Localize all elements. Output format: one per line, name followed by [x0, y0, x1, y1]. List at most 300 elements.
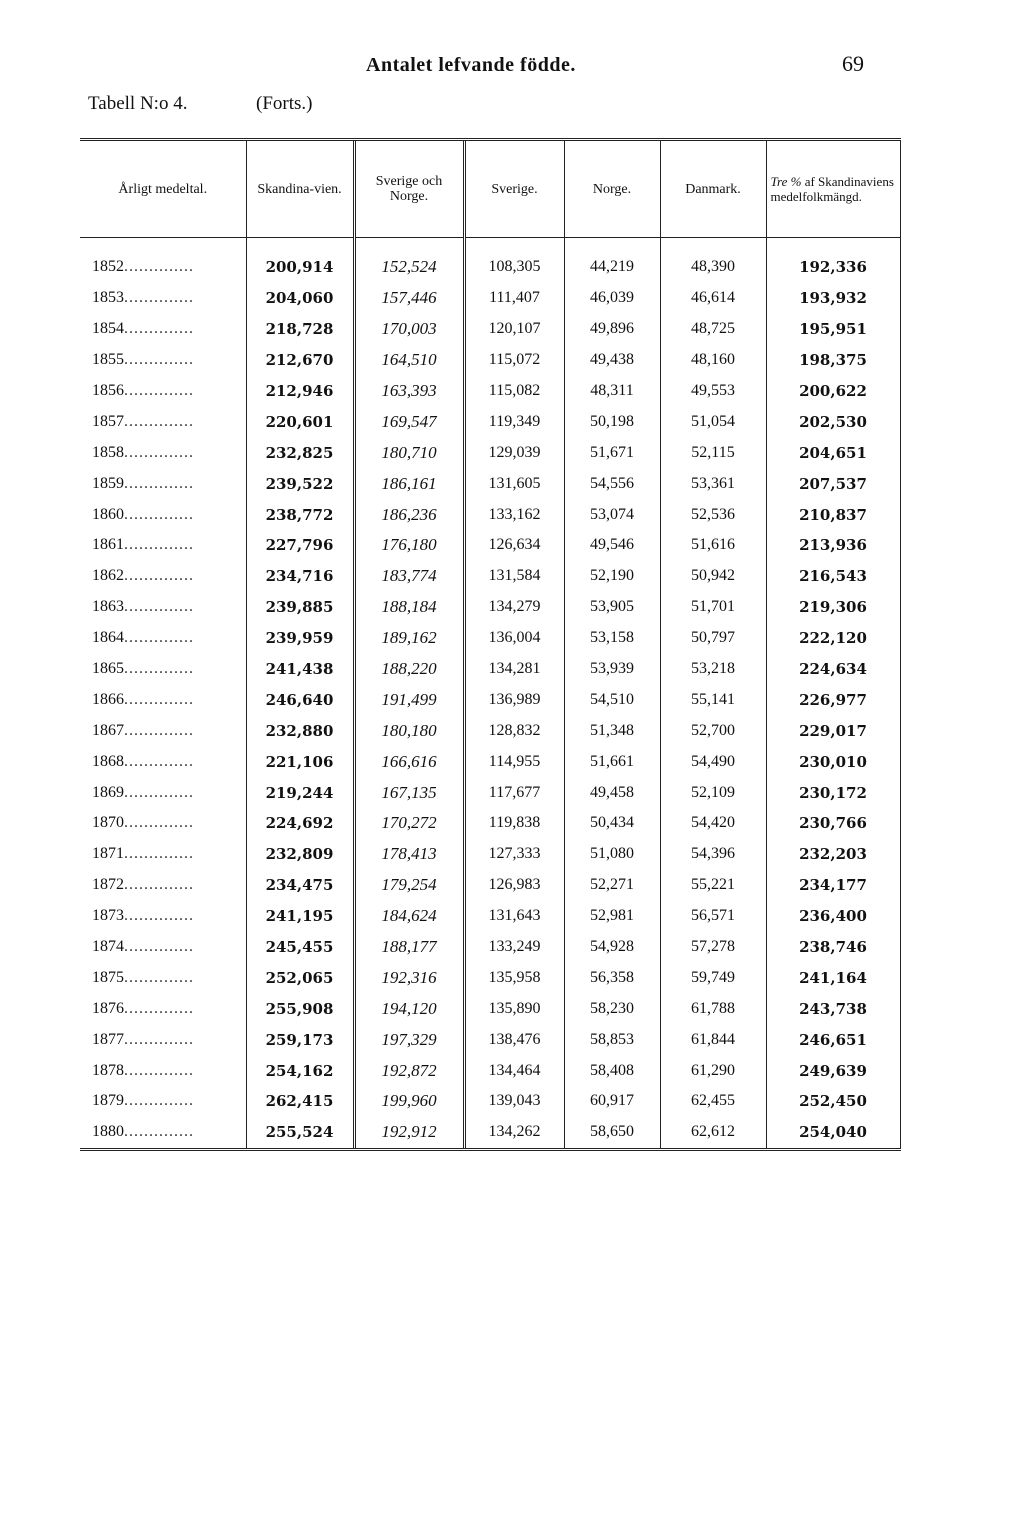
tre-procent-cell: 249,639 — [766, 1055, 900, 1086]
page-number: 69 — [842, 51, 864, 76]
year-label: 1879 — [92, 1092, 124, 1110]
sverige-norge-cell: 184,624 — [354, 901, 464, 932]
leader-dots: .............. — [124, 845, 194, 863]
sverige-norge-cell: 188,177 — [354, 932, 464, 963]
sverige-norge-cell: 163,393 — [354, 376, 464, 407]
year-cell — [80, 345, 246, 376]
skandinavien-cell: 245,455 — [246, 932, 354, 963]
norge-cell: 50,198 — [564, 406, 660, 437]
year-label: 1871 — [92, 845, 124, 863]
column-header-danmark: Danmark. — [660, 140, 766, 238]
sverige-cell: 126,983 — [464, 870, 564, 901]
sverige-norge-cell: 178,413 — [354, 839, 464, 870]
leader-dots: .............. — [124, 351, 194, 369]
sverige-cell: 136,989 — [464, 684, 564, 715]
sverige-norge-cell: 183,774 — [354, 561, 464, 592]
tre-procent-cell: 193,932 — [766, 283, 900, 314]
danmark-cell: 59,749 — [660, 962, 766, 993]
table-row — [80, 932, 900, 963]
skandinavien-cell: 232,809 — [246, 839, 354, 870]
table-row — [80, 870, 900, 901]
year-cell — [80, 654, 246, 685]
sverige-cell: 131,584 — [464, 561, 564, 592]
year-label: 1880 — [92, 1123, 124, 1141]
table-row — [80, 654, 900, 685]
year-label: 1867 — [92, 721, 124, 739]
sverige-cell: 115,072 — [464, 345, 564, 376]
skandinavien-cell: 234,716 — [246, 561, 354, 592]
danmark-cell: 54,396 — [660, 839, 766, 870]
leader-dots: .............. — [124, 567, 194, 585]
danmark-cell: 62,455 — [660, 1086, 766, 1117]
danmark-cell: 62,612 — [660, 1117, 766, 1149]
year-label: 1865 — [92, 660, 124, 678]
norge-cell: 49,458 — [564, 777, 660, 808]
table-row — [80, 252, 900, 283]
sverige-norge-cell: 176,180 — [354, 530, 464, 561]
leader-dots: .............. — [124, 721, 194, 739]
sverige-cell: 119,838 — [464, 808, 564, 839]
norge-cell: 53,905 — [564, 592, 660, 623]
skandinavien-cell: 254,162 — [246, 1055, 354, 1086]
norge-cell: 50,434 — [564, 808, 660, 839]
table-row — [80, 993, 900, 1024]
sverige-norge-cell: 192,872 — [354, 1055, 464, 1086]
skandinavien-cell: 218,728 — [246, 314, 354, 345]
leader-dots: .............. — [124, 629, 194, 647]
leader-dots: .............. — [124, 598, 194, 616]
sverige-cell: 120,107 — [464, 314, 564, 345]
leader-dots: .............. — [124, 289, 194, 307]
skandinavien-cell: 227,796 — [246, 530, 354, 561]
year-label: 1870 — [92, 814, 124, 832]
sverige-cell: 117,677 — [464, 777, 564, 808]
leader-dots: .............. — [124, 412, 194, 430]
norge-cell: 52,271 — [564, 870, 660, 901]
skandinavien-cell: 212,670 — [246, 345, 354, 376]
skandinavien-cell: 239,959 — [246, 623, 354, 654]
tre-procent-cell: 229,017 — [766, 715, 900, 746]
year-label: 1877 — [92, 1030, 124, 1048]
danmark-cell: 51,701 — [660, 592, 766, 623]
year-cell — [80, 530, 246, 561]
skandinavien-cell: 234,475 — [246, 870, 354, 901]
norge-cell: 51,671 — [564, 437, 660, 468]
norge-cell: 49,438 — [564, 345, 660, 376]
sverige-cell: 126,634 — [464, 530, 564, 561]
column-header-norge: Norge. — [564, 140, 660, 238]
tre-procent-cell: 210,837 — [766, 499, 900, 530]
norge-cell: 56,358 — [564, 962, 660, 993]
skandinavien-cell: 255,524 — [246, 1117, 354, 1149]
births-table — [80, 138, 901, 1151]
danmark-cell: 52,536 — [660, 499, 766, 530]
danmark-cell: 57,278 — [660, 932, 766, 963]
sverige-norge-cell: 169,547 — [354, 406, 464, 437]
danmark-cell: 48,390 — [660, 252, 766, 283]
skandinavien-cell: 241,195 — [246, 901, 354, 932]
table-row — [80, 808, 900, 839]
table-row — [80, 1086, 900, 1117]
sverige-cell: 114,955 — [464, 746, 564, 777]
danmark-cell: 52,115 — [660, 437, 766, 468]
sverige-norge-cell: 192,912 — [354, 1117, 464, 1149]
page-title: Antalet lefvande födde. — [366, 54, 576, 76]
sverige-cell: 139,043 — [464, 1086, 564, 1117]
sverige-cell: 134,279 — [464, 592, 564, 623]
year-label: 1876 — [92, 999, 124, 1017]
sverige-cell: 134,262 — [464, 1117, 564, 1149]
leader-dots: .............. — [124, 320, 194, 338]
norge-cell: 46,039 — [564, 283, 660, 314]
year-cell — [80, 901, 246, 932]
year-cell — [80, 623, 246, 654]
table-row — [80, 962, 900, 993]
table-row — [80, 777, 900, 808]
sverige-norge-cell: 199,960 — [354, 1086, 464, 1117]
sverige-norge-cell: 188,184 — [354, 592, 464, 623]
danmark-cell: 48,160 — [660, 345, 766, 376]
year-label: 1854 — [92, 320, 124, 338]
tre-procent-cell: 246,651 — [766, 1024, 900, 1055]
year-cell — [80, 870, 246, 901]
year-label: 1878 — [92, 1061, 124, 1079]
table-row — [80, 746, 900, 777]
year-cell — [80, 592, 246, 623]
skandinavien-cell: 255,908 — [246, 993, 354, 1024]
tre-procent-cell: 241,164 — [766, 962, 900, 993]
skandinavien-cell: 259,173 — [246, 1024, 354, 1055]
sverige-norge-cell: 170,003 — [354, 314, 464, 345]
year-label: 1860 — [92, 505, 124, 523]
leader-dots: .............. — [124, 783, 194, 801]
leader-dots: .............. — [124, 876, 194, 894]
leader-dots: .............. — [124, 1030, 194, 1048]
skandinavien-cell: 224,692 — [246, 808, 354, 839]
danmark-cell: 61,290 — [660, 1055, 766, 1086]
skandinavien-cell: 239,885 — [246, 592, 354, 623]
norge-cell: 53,074 — [564, 499, 660, 530]
danmark-cell: 53,361 — [660, 468, 766, 499]
tre-procent-cell: 234,177 — [766, 870, 900, 901]
leader-dots: .............. — [124, 505, 194, 523]
sverige-norge-cell: 164,510 — [354, 345, 464, 376]
sverige-cell: 134,281 — [464, 654, 564, 685]
tre-procent-cell: 204,651 — [766, 437, 900, 468]
table-row — [80, 345, 900, 376]
year-cell — [80, 1055, 246, 1086]
tre-procent-cell: 207,537 — [766, 468, 900, 499]
tre-procent-cell: 222,120 — [766, 623, 900, 654]
skandinavien-cell: 246,640 — [246, 684, 354, 715]
year-cell — [80, 715, 246, 746]
skandinavien-cell: 262,415 — [246, 1086, 354, 1117]
leader-dots: .............. — [124, 999, 194, 1017]
tre-procent-cell: 230,010 — [766, 746, 900, 777]
year-cell — [80, 314, 246, 345]
year-cell — [80, 1024, 246, 1055]
table-row — [80, 437, 900, 468]
year-cell — [80, 962, 246, 993]
year-cell — [80, 252, 246, 283]
skandinavien-cell: 219,244 — [246, 777, 354, 808]
table-row — [80, 1024, 900, 1055]
leader-dots: .............. — [124, 660, 194, 678]
sverige-norge-cell: 189,162 — [354, 623, 464, 654]
table-row — [80, 314, 900, 345]
leader-dots: .............. — [124, 474, 194, 492]
danmark-cell: 48,725 — [660, 314, 766, 345]
skandinavien-cell: 232,825 — [246, 437, 354, 468]
continued-label: (Forts.) — [256, 93, 313, 114]
norge-cell: 60,917 — [564, 1086, 660, 1117]
tre-procent-cell: 230,172 — [766, 777, 900, 808]
danmark-cell: 51,616 — [660, 530, 766, 561]
danmark-cell: 53,218 — [660, 654, 766, 685]
table-row — [80, 901, 900, 932]
year-label: 1856 — [92, 382, 124, 399]
sverige-norge-cell: 192,316 — [354, 962, 464, 993]
leader-dots: .............. — [124, 968, 194, 986]
table-row — [80, 406, 900, 437]
leader-dots: .............. — [124, 443, 194, 461]
year-label: 1866 — [92, 690, 124, 708]
column-header-sverige: Sverige. — [464, 140, 564, 238]
table-label — [88, 93, 313, 115]
sverige-cell: 133,249 — [464, 932, 564, 963]
sverige-cell: 131,643 — [464, 901, 564, 932]
danmark-cell: 54,420 — [660, 808, 766, 839]
tre-procent-cell: 230,766 — [766, 808, 900, 839]
year-cell — [80, 1117, 246, 1149]
norge-cell: 52,190 — [564, 561, 660, 592]
danmark-cell: 46,614 — [660, 283, 766, 314]
year-cell — [80, 777, 246, 808]
tre-procent-cell: 243,738 — [766, 993, 900, 1024]
skandinavien-cell: 241,438 — [246, 654, 354, 685]
table-row — [80, 839, 900, 870]
tre-procent-cell: 216,543 — [766, 561, 900, 592]
norge-cell: 44,219 — [564, 252, 660, 283]
table-row — [80, 715, 900, 746]
sverige-cell: 131,605 — [464, 468, 564, 499]
year-cell — [80, 406, 246, 437]
sverige-cell: 134,464 — [464, 1055, 564, 1086]
year-label: 1859 — [92, 474, 124, 492]
tre-procent-cell: 224,634 — [766, 654, 900, 685]
tre-procent-cell: 236,400 — [766, 901, 900, 932]
norge-cell: 49,896 — [564, 314, 660, 345]
norge-cell: 58,408 — [564, 1055, 660, 1086]
skandinavien-cell: 238,772 — [246, 499, 354, 530]
norge-cell: 51,348 — [564, 715, 660, 746]
danmark-cell: 61,788 — [660, 993, 766, 1024]
sverige-norge-cell: 180,710 — [354, 437, 464, 468]
year-label: 1868 — [92, 752, 124, 770]
sverige-norge-cell: 152,524 — [354, 252, 464, 283]
leader-dots: .............. — [124, 1092, 194, 1110]
norge-cell: 49,546 — [564, 530, 660, 561]
year-cell — [80, 1086, 246, 1117]
year-label: 1874 — [92, 938, 124, 956]
tre-procent-cell: 198,375 — [766, 345, 900, 376]
danmark-cell: 51,054 — [660, 406, 766, 437]
tre-procent-cell: 200,622 — [766, 376, 900, 407]
sverige-cell: 108,305 — [464, 252, 564, 283]
tre-procent-cell: 195,951 — [766, 314, 900, 345]
sverige-cell: 111,407 — [464, 283, 564, 314]
norge-cell: 58,230 — [564, 993, 660, 1024]
sverige-norge-cell: 157,446 — [354, 283, 464, 314]
leader-dots: .............. — [124, 907, 194, 925]
tre-procent-cell: 213,936 — [766, 530, 900, 561]
sverige-cell: 119,349 — [464, 406, 564, 437]
table-number: Tabell N:o 4. — [88, 93, 188, 114]
table-header-row — [80, 140, 900, 238]
year-cell — [80, 993, 246, 1024]
table-body — [80, 238, 900, 1150]
sverige-cell: 135,890 — [464, 993, 564, 1024]
tre-procent-cell: 202,530 — [766, 406, 900, 437]
danmark-cell: 50,942 — [660, 561, 766, 592]
year-cell — [80, 839, 246, 870]
table-row — [80, 1055, 900, 1086]
skandinavien-cell: 239,522 — [246, 468, 354, 499]
norge-cell: 58,650 — [564, 1117, 660, 1149]
norge-cell: 54,928 — [564, 932, 660, 963]
year-label: 1855 — [92, 351, 124, 369]
year-label: 1861 — [92, 536, 124, 554]
sverige-norge-cell: 191,499 — [354, 684, 464, 715]
tre-procent-cell: 232,203 — [766, 839, 900, 870]
leader-dots: .............. — [124, 258, 194, 276]
danmark-cell: 54,490 — [660, 746, 766, 777]
year-cell — [80, 932, 246, 963]
tre-procent-text: af Skandinaviens medelfolkmängd. — [770, 174, 894, 204]
danmark-cell: 61,844 — [660, 1024, 766, 1055]
norge-cell: 52,981 — [564, 901, 660, 932]
year-cell — [80, 808, 246, 839]
year-cell — [80, 499, 246, 530]
leader-dots: .............. — [124, 382, 194, 399]
year-label: 1858 — [92, 443, 124, 461]
tre-procent-prefix: Tre % — [770, 174, 802, 189]
sverige-cell: 128,832 — [464, 715, 564, 746]
year-cell — [80, 684, 246, 715]
table-row — [80, 530, 900, 561]
table-row — [80, 561, 900, 592]
norge-cell: 53,939 — [564, 654, 660, 685]
year-cell — [80, 468, 246, 499]
danmark-cell: 50,797 — [660, 623, 766, 654]
sverige-norge-cell: 179,254 — [354, 870, 464, 901]
year-label: 1863 — [92, 598, 124, 616]
sverige-norge-cell: 197,329 — [354, 1024, 464, 1055]
norge-cell: 53,158 — [564, 623, 660, 654]
table-row — [80, 684, 900, 715]
table-row — [80, 376, 900, 407]
norge-cell: 51,080 — [564, 839, 660, 870]
danmark-cell: 56,571 — [660, 901, 766, 932]
danmark-cell: 52,700 — [660, 715, 766, 746]
sverige-cell: 138,476 — [464, 1024, 564, 1055]
tre-procent-cell: 252,450 — [766, 1086, 900, 1117]
sverige-norge-cell: 186,161 — [354, 468, 464, 499]
column-header-skandinavien: Skandina-vien. — [246, 140, 354, 238]
sverige-norge-cell: 170,272 — [354, 808, 464, 839]
table-row — [80, 468, 900, 499]
sverige-cell: 133,162 — [464, 499, 564, 530]
leader-dots: .............. — [124, 752, 194, 770]
sverige-norge-cell: 186,236 — [354, 499, 464, 530]
sverige-norge-cell: 166,616 — [354, 746, 464, 777]
leader-dots: .............. — [124, 1123, 194, 1141]
year-label: 1869 — [92, 783, 124, 801]
sverige-norge-cell: 188,220 — [354, 654, 464, 685]
year-label: 1864 — [92, 629, 124, 647]
sverige-cell: 135,958 — [464, 962, 564, 993]
year-label: 1857 — [92, 412, 124, 430]
table-row — [80, 499, 900, 530]
danmark-cell: 55,221 — [660, 870, 766, 901]
year-cell — [80, 283, 246, 314]
year-cell — [80, 437, 246, 468]
table-row — [80, 623, 900, 654]
skandinavien-cell: 221,106 — [246, 746, 354, 777]
skandinavien-cell: 220,601 — [246, 406, 354, 437]
leader-dots: .............. — [124, 938, 194, 956]
norge-cell: 54,556 — [564, 468, 660, 499]
sverige-cell: 136,004 — [464, 623, 564, 654]
norge-cell: 51,661 — [564, 746, 660, 777]
tre-procent-cell: 219,306 — [766, 592, 900, 623]
danmark-cell: 52,109 — [660, 777, 766, 808]
leader-dots: .............. — [124, 690, 194, 708]
tre-procent-cell: 192,336 — [766, 252, 900, 283]
year-cell — [80, 746, 246, 777]
column-header-sverige-norge: Sverige och Norge. — [354, 140, 464, 238]
year-label: 1862 — [92, 567, 124, 585]
tre-procent-cell: 238,746 — [766, 932, 900, 963]
year-cell — [80, 561, 246, 592]
tre-procent-cell: 226,977 — [766, 684, 900, 715]
year-label: 1872 — [92, 876, 124, 894]
skandinavien-cell: 232,880 — [246, 715, 354, 746]
table-row — [80, 1117, 900, 1149]
sverige-cell: 115,082 — [464, 376, 564, 407]
leader-dots: .............. — [124, 1061, 194, 1079]
danmark-cell: 49,553 — [660, 376, 766, 407]
leader-dots: .............. — [124, 814, 194, 832]
year-label: 1873 — [92, 907, 124, 925]
year-label: 1852 — [92, 258, 124, 276]
norge-cell: 48,311 — [564, 376, 660, 407]
year-label: 1853 — [92, 289, 124, 307]
table-row — [80, 592, 900, 623]
year-cell — [80, 376, 246, 407]
norge-cell: 58,853 — [564, 1024, 660, 1055]
column-header-tre-procent — [766, 140, 900, 238]
danmark-cell: 55,141 — [660, 684, 766, 715]
skandinavien-cell: 200,914 — [246, 252, 354, 283]
sverige-cell: 129,039 — [464, 437, 564, 468]
year-label: 1875 — [92, 968, 124, 986]
sverige-cell: 127,333 — [464, 839, 564, 870]
column-header-year: Årligt medeltal. — [80, 140, 246, 238]
tre-procent-cell: 254,040 — [766, 1117, 900, 1149]
sverige-norge-cell: 180,180 — [354, 715, 464, 746]
table-row — [80, 283, 900, 314]
